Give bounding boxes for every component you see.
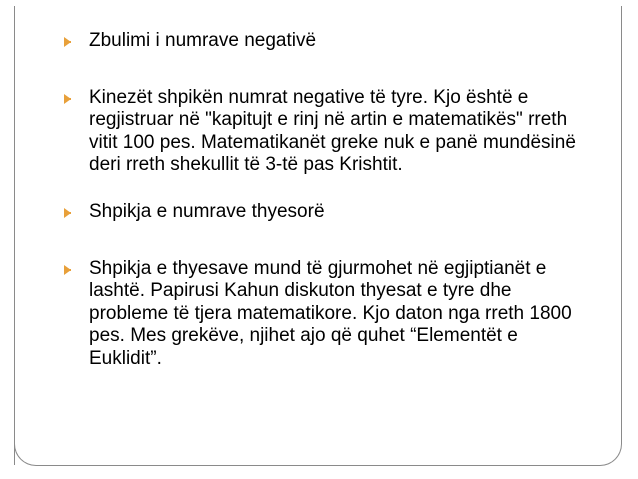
bullet-arrow-icon — [64, 94, 71, 104]
bullet-item-2 — [62, 87, 582, 177]
bullet-text: Shpikja e numrave thyesorë — [89, 200, 325, 222]
bullet-text: Kinezët shpikën numrat negative të tyre. Kjo është e regjistruar në "kapitujt e rinj në artin e matematikës" rreth vitit 100 pes. Matematikanët greke nuk e panë mundësinë deri rreth shekullit të 3-të pas Krishtit. — [89, 86, 576, 176]
bullet-text: Zbulimi i numrave negativë — [89, 30, 317, 51]
bullet-item-3 — [62, 201, 582, 224]
bullet-arrow-icon — [64, 265, 71, 275]
bullet-item-4 — [62, 258, 582, 371]
bullet-arrow-icon — [64, 208, 71, 218]
bullet-text: Shpikja e thyesave mund të gjurmohet në egjiptianët e lashtë. Papirusi Kahun diskuton thyesat e tyre dhe probleme të tjera matematikore. Kjo daton nga rreth 1800 pes. Mes grekëve, njihet ajo që quhet “Elementët e Euklidit”. — [89, 257, 572, 369]
bullet-item-1 — [62, 30, 582, 53]
bullet-list — [62, 30, 582, 395]
bullet-arrow-icon — [64, 37, 71, 47]
